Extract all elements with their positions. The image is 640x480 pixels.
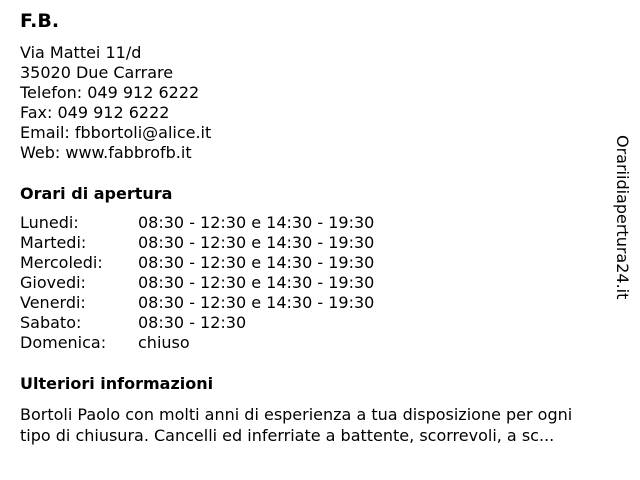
- time-value: 08:30 - 12:30 e 14:30 - 19:30: [138, 293, 375, 312]
- email-line: Email: fbbortoli@alice.it: [20, 123, 212, 142]
- day-label: Giovedi:: [20, 273, 86, 292]
- hours-row: [20, 273, 374, 293]
- fax-line: Fax: 049 912 6222: [20, 103, 170, 122]
- business-description: [20, 404, 630, 446]
- description-line: Bortoli Paolo con molti anni di esperienza a tua disposizione per ogni: [20, 405, 573, 424]
- day-label: Martedi:: [20, 233, 87, 252]
- day-label: Mercoledi:: [20, 253, 103, 272]
- hours-row: [20, 313, 374, 333]
- day-label: Sabato:: [20, 313, 82, 332]
- time-value: 08:30 - 12:30 e 14:30 - 19:30: [138, 233, 375, 252]
- hours-row: [20, 213, 374, 233]
- business-name: F.B.: [20, 10, 60, 32]
- phone-line: Telefon: 049 912 6222: [20, 83, 200, 102]
- time-value: 08:30 - 12:30 e 14:30 - 19:30: [138, 253, 375, 272]
- further-info-heading: Ulteriori informazioni: [20, 374, 214, 393]
- address-line: Via Mattei 11/d: [20, 43, 142, 62]
- day-label: Domenica:: [20, 333, 107, 352]
- time-value: chiuso: [138, 333, 190, 352]
- web-line: Web: www.fabbrofb.it: [20, 143, 192, 162]
- time-value: 08:30 - 12:30: [138, 313, 247, 332]
- description-line: tipo di chiusura. Cancelli ed inferriate a battente, scorrevoli, a sc...: [20, 426, 555, 445]
- hours-row: [20, 293, 374, 313]
- hours-row: [20, 253, 374, 273]
- day-label: Venerdi:: [20, 293, 86, 312]
- site-brand-vertical: Orariidiapertura24.it: [613, 135, 632, 300]
- city-line: 35020 Due Carrare: [20, 63, 174, 82]
- opening-hours-heading: Orari di apertura: [20, 184, 173, 203]
- hours-row: [20, 333, 374, 353]
- opening-hours-table: [20, 213, 374, 353]
- day-label: Lunedi:: [20, 213, 79, 232]
- hours-row: [20, 233, 374, 253]
- time-value: 08:30 - 12:30 e 14:30 - 19:30: [138, 213, 375, 232]
- contact-block: [20, 43, 211, 163]
- time-value: 08:30 - 12:30 e 14:30 - 19:30: [138, 273, 375, 292]
